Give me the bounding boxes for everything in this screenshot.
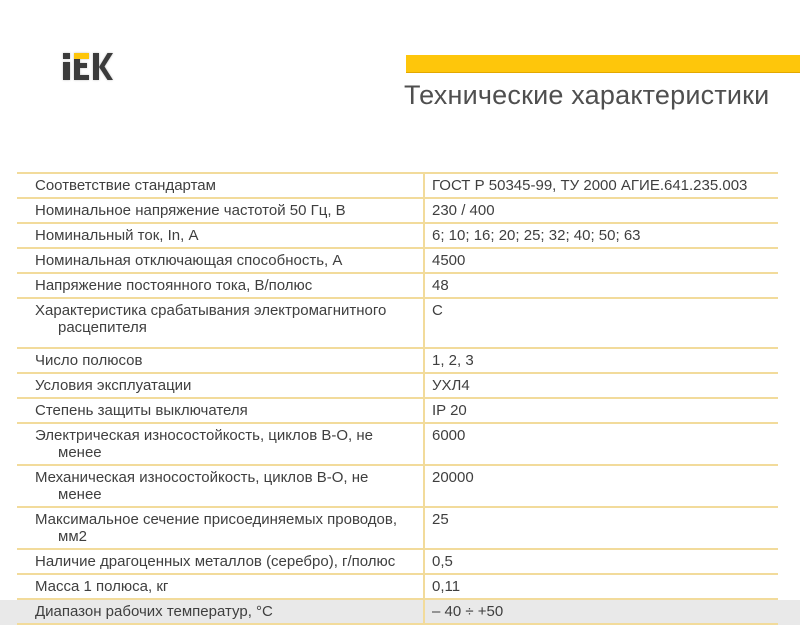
param-cell <box>17 298 424 348</box>
param-label: Электрическая износостойкость, циклов В-О, не менее <box>35 427 374 461</box>
param-cell <box>17 348 424 373</box>
table-row <box>17 348 778 373</box>
param-label: Характеристика срабатывания электромагнитного расцепителя <box>35 302 387 336</box>
param-cell <box>17 599 424 624</box>
param-label: Напряжение постоянного тока, В/полюс <box>35 277 313 294</box>
param-label: Степень защиты выключателя <box>35 402 248 419</box>
table-row <box>17 298 778 348</box>
value-cell: ГОСТ Р 50345-99, ТУ 2000 АГИЕ.641.235.003 <box>432 177 748 194</box>
spec-table <box>17 172 778 625</box>
param-cell <box>17 465 424 507</box>
param-label: Наличие драгоценных металлов (серебро), г/полюс <box>35 553 396 570</box>
value-cell: 230 / 400 <box>432 202 495 219</box>
param-label: Механическая износостойкость, циклов В-О, не менее <box>35 469 369 503</box>
value-cell: 20000 <box>432 469 474 486</box>
param-cell <box>17 549 424 574</box>
value-cell: 6; 10; 16; 20; 25; 32; 40; 50; 63 <box>432 227 641 244</box>
param-label: Номинальный ток, In, А <box>35 227 199 244</box>
table-row <box>17 574 778 599</box>
value-cell: 25 <box>432 511 449 528</box>
param-cell <box>17 198 424 223</box>
spec-table-body <box>17 173 778 624</box>
table-row <box>17 507 778 549</box>
table-row <box>17 465 778 507</box>
param-cell <box>17 223 424 248</box>
value-cell: 4500 <box>432 252 466 269</box>
value-cell: УХЛ4 <box>432 377 470 394</box>
iek-logo <box>63 53 113 80</box>
value-cell: 0,5 <box>432 553 453 570</box>
param-cell <box>17 248 424 273</box>
param-cell <box>17 398 424 423</box>
param-cell <box>17 273 424 298</box>
value-cell: – 40 ÷ +50 <box>432 603 504 620</box>
param-cell <box>17 507 424 549</box>
table-row <box>17 273 778 298</box>
param-cell <box>17 574 424 599</box>
table-row <box>17 549 778 574</box>
param-label: Номинальное напряжение частотой 50 Гц, В <box>35 202 346 219</box>
value-cell: 48 <box>432 277 449 294</box>
param-label: Диапазон рабочих температур, °С <box>35 603 273 620</box>
param-label: Число полюсов <box>35 352 143 369</box>
table-row <box>17 423 778 465</box>
param-label: Условия эксплуатации <box>35 377 192 394</box>
param-label: Максимальное сечение присоединяемых проводов, мм2 <box>35 511 398 545</box>
param-label: Масса 1 полюса, кг <box>35 578 169 595</box>
value-cell: 1, 2, 3 <box>432 352 474 369</box>
table-row <box>17 248 778 273</box>
param-cell <box>17 423 424 465</box>
param-cell <box>17 173 424 198</box>
param-cell <box>17 373 424 398</box>
table-row <box>17 373 778 398</box>
table-row <box>17 223 778 248</box>
value-cell: IP 20 <box>432 402 467 419</box>
value-cell: 6000 <box>432 427 466 444</box>
table-row <box>17 599 778 624</box>
table-row <box>17 198 778 223</box>
value-cell: С <box>432 302 443 319</box>
table-row <box>17 398 778 423</box>
slide-title: Технические характеристики <box>404 80 770 110</box>
param-label: Соответствие стандартам <box>35 177 216 194</box>
title-accent-bar <box>406 55 800 73</box>
param-label: Номинальная отключающая способность, А <box>35 252 343 269</box>
value-cell: 0,11 <box>432 578 461 595</box>
iek-logo-icon <box>63 53 113 80</box>
table-row <box>17 173 778 198</box>
